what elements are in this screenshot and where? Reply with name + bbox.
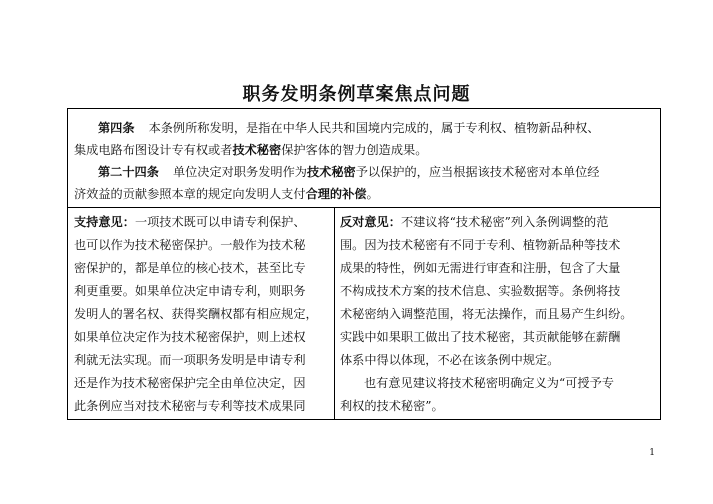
support-label: 支持意见： xyxy=(74,215,135,229)
article-4-line-1 xyxy=(98,120,600,136)
page-number: 1 xyxy=(649,448,655,458)
oppose-line-7: 体系中得以体现，不必在该条例中规定。 xyxy=(340,353,560,367)
column-divider xyxy=(334,207,335,420)
support-line-3: 密保护的，都是单位的核心技术，甚至比专 xyxy=(74,261,306,275)
support-line-2: 也可以作为技术秘密保护。一般作为技术秘 xyxy=(74,238,306,252)
article-24-text-1-bold: 技术秘密 xyxy=(307,165,356,179)
article-4-text-2-post: 保护客体的智力创造成果。 xyxy=(281,143,428,157)
oppose-line-8: 也有意见建议将技术秘密明确定义为“可授予专 xyxy=(364,376,614,390)
oppose-line-1 xyxy=(340,214,608,230)
oppose-line-2: 围。因为技术秘密有不同于专利、植物新品种等技术 xyxy=(340,238,621,252)
article-4-text-2-bold: 技术秘密 xyxy=(232,143,282,157)
support-line-1 xyxy=(74,214,306,230)
article-24-text-2-bold: 合理的补偿 xyxy=(305,187,367,201)
article-24-line-2 xyxy=(74,186,379,202)
oppose-line-6: 实践中如果职工做出了技术秘密，其贡献能够在薪酬 xyxy=(340,330,621,344)
article-24-text-2-post: 。 xyxy=(366,187,379,201)
article-4-line-2 xyxy=(74,142,427,158)
oppose-text-1: 不建议将“技术秘密”列入条例调整的范 xyxy=(400,215,609,229)
article-24-text-1-pre: 单位决定对职务发明作为 xyxy=(172,165,307,179)
article-24-line-1 xyxy=(98,164,600,180)
support-line-8: 还是作为技术秘密保护完全由单位决定，因 xyxy=(74,376,306,390)
article-24-text-2-pre: 济效益的贡献参照本章的规定向发明人支付 xyxy=(74,187,306,201)
support-line-5: 发明人的署名权、获得奖酬权都有相应规定， xyxy=(74,307,318,321)
support-text-1: 一项技术既可以申请专利保护、 xyxy=(134,215,306,229)
document-title: 职务发明条例草案焦点问题 xyxy=(242,84,471,105)
article-4-label: 第四条 xyxy=(98,121,135,135)
oppose-line-5: 术秘密纳入调整范围，将无法操作，而且易产生纠纷。 xyxy=(340,307,633,321)
support-line-9: 此条例应当对技术秘密与专利等技术成果同 xyxy=(74,399,306,413)
article-4-text-1: 本条例所称发明，是指在中华人民共和国境内完成的，属于专利权、植物新品种权、 xyxy=(148,121,600,135)
oppose-label: 反对意见： xyxy=(340,215,401,229)
issue-table xyxy=(67,108,661,420)
article-24-text-1-post: 予以保护的，应当根据该技术秘密对本单位经 xyxy=(355,165,600,179)
article-24-label: 第二十四条 xyxy=(98,165,159,179)
support-line-6: 如果单位决定作为技术秘密保护，则上述权 xyxy=(74,330,306,344)
row-divider xyxy=(68,207,660,208)
support-line-4: 利更重要。如果单位决定申请专利，则职务 xyxy=(74,284,306,298)
support-line-7: 利就无法实现。而一项职务发明是申请专利 xyxy=(74,353,306,367)
oppose-line-3: 成果的特性，例如无需进行审查和注册，包含了大量 xyxy=(340,261,621,275)
oppose-line-9: 利权的技术秘密”。 xyxy=(340,399,444,413)
article-4-text-2-pre: 集成电路布图设计专有权或者 xyxy=(74,143,233,157)
oppose-line-4: 不构成技术方案的技术信息、实验数据等。条例将技 xyxy=(340,284,621,298)
